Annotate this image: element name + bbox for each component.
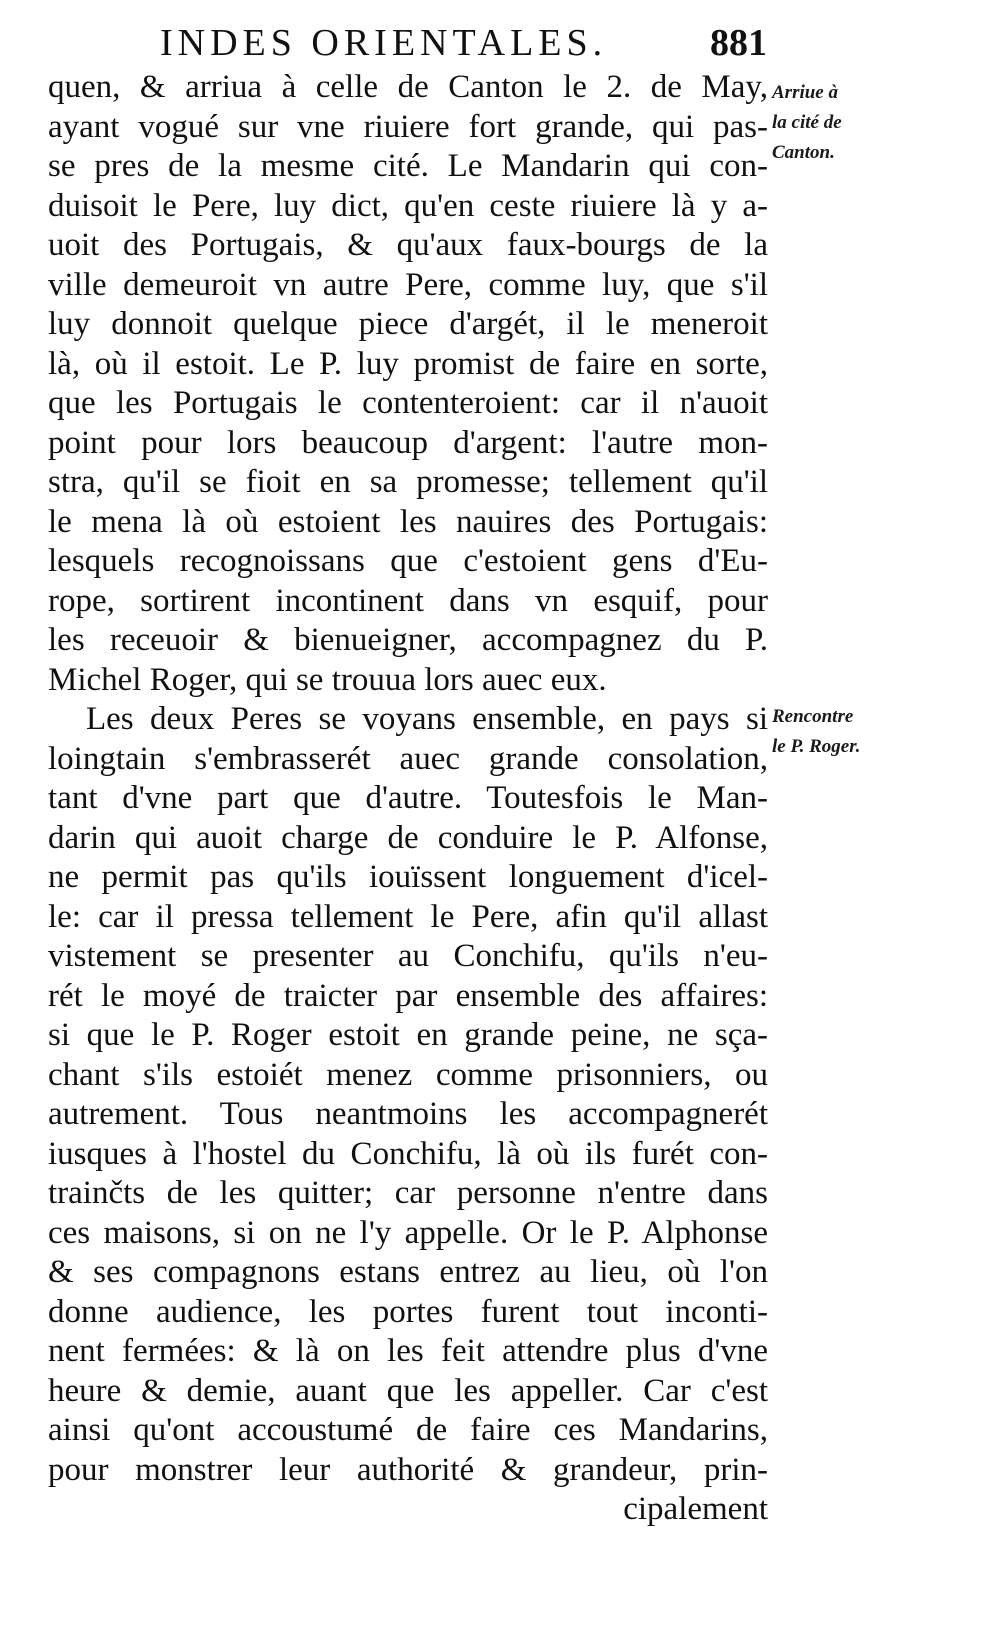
text-line: chant s'ils estoiét menez comme prisonniers, ou: [48, 1056, 768, 1093]
text-line: heure & demie, auant que les appeller. Car c'est: [48, 1372, 768, 1409]
text-line: point pour lors beaucoup d'argent: l'autre mon-: [48, 424, 768, 461]
margin-note-line: le P. Roger.: [772, 736, 861, 757]
text-line: les receuoir & bienueigner, accompagnez du P.: [48, 622, 768, 658]
running-title: INDES ORIENTALES.: [160, 22, 608, 64]
text-line: que les Portugais le contenteroient: car il n'auoit: [48, 385, 768, 421]
text-line: ces maisons, si on ne l'y appelle. Or le P. Alphonse: [48, 1214, 768, 1251]
text-line: pour monstrer leur authorité & grandeur, prin-: [48, 1451, 768, 1488]
margin-note-line: Rencontre: [772, 706, 854, 727]
margin-note-arrival: [772, 78, 880, 168]
margin-note-line: Canton.: [772, 142, 835, 163]
text-line: si que le P. Roger estoit en grande peine, ne sça-: [48, 1017, 768, 1053]
text-line: rope, sortirent incontinent dans vn esquif, pour: [48, 582, 768, 619]
text-line: trainčts de les quitter; car personne n'entre dans: [48, 1175, 768, 1211]
text-line: le mena là où estoient les nauires des Portugais:: [48, 503, 768, 540]
text-line: vistement se presenter au Conchifu, qu'ils n'eu-: [48, 938, 768, 974]
text-line: tant d'vne part que d'autre. Toutesfois le Man-: [48, 780, 768, 816]
text-line: là, où il estoit. Le P. luy promist de faire en sorte,: [48, 345, 768, 382]
text-line: le: car il pressa tellement le Pere, afin qu'il allast: [48, 898, 768, 935]
text-line: & ses compagnons estans entrez au lieu, où l'on: [48, 1254, 768, 1290]
text-line: Michel Roger, qui se trouua lors auec eux.: [48, 661, 607, 698]
margin-note-line: la cité de: [772, 112, 842, 133]
text-line: uoit des Portugais, & qu'aux faux-bourgs de la: [48, 227, 768, 263]
margin-note-meeting: [772, 702, 880, 762]
text-line: donne audience, les portes furent tout inconti-: [48, 1293, 768, 1330]
text-line: darin qui auoit charge de conduire le P. Alfonse,: [48, 819, 768, 856]
text-line: loingtain s'embrasserét auec grande consolation,: [48, 740, 768, 777]
text-line: ainsi qu'ont accoustumé de faire ces Mandarins,: [48, 1412, 768, 1448]
text-line: nent fermées: & là on les feit attendre plus d'vne: [48, 1333, 768, 1369]
paragraph-first-line: Les deux Peres se voyans ensemble, en pays si: [86, 701, 768, 737]
page-number: 881: [710, 22, 767, 64]
text-line: ne permit pas qu'ils iouïssent longuement d'icel-: [48, 859, 768, 895]
text-line: rét le moyé de traicter par ensemble des affaires:: [48, 977, 768, 1014]
margin-note-line: Arriue à: [772, 82, 838, 103]
catchword: cipalement: [623, 1491, 768, 1527]
text-line: stra, qu'il se fioit en sa promesse; tellement qu'il: [48, 464, 768, 500]
text-line: luy donnoit quelque piece d'argét, il le meneroit: [48, 306, 768, 342]
text-line: duisoit le Pere, luy dict, qu'en ceste riuiere là y a-: [48, 187, 768, 224]
body-text: [48, 68, 768, 1530]
text-line: se pres de la mesme cité. Le Mandarin qui con-: [48, 148, 768, 184]
text-line: iusques à l'hostel du Conchifu, là où ils furét con-: [48, 1135, 768, 1172]
text-line: autrement. Tous neantmoins les accompagnerét: [48, 1096, 768, 1132]
text-line: quen, & arriua à celle de Canton le 2. de May,: [48, 69, 768, 105]
text-line: lesquels recognoissans que c'estoient gens d'Eu-: [48, 543, 768, 579]
text-line: ayant vogué sur vne riuiere fort grande, qui pas-: [48, 108, 768, 145]
text-line: ville demeuroit vn autre Pere, comme luy, que s'il: [48, 266, 768, 303]
